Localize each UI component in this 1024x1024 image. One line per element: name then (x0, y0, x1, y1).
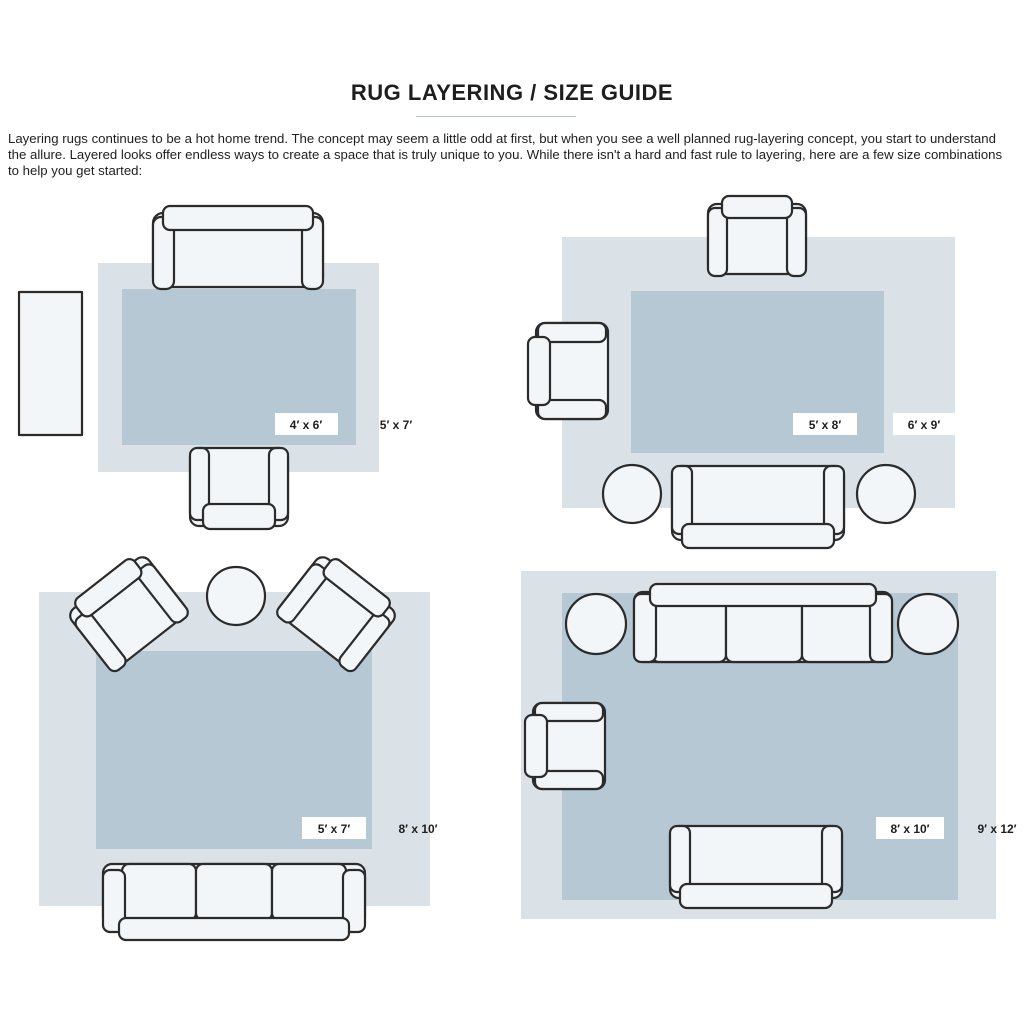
armchair (190, 448, 288, 529)
armchair-left (528, 323, 608, 419)
outer-size-label: 8′ x 10′ (398, 822, 438, 836)
layout-4 (521, 571, 1017, 919)
outer-size-label: 5′ x 7′ (379, 418, 413, 432)
side-table-right (857, 465, 915, 523)
side-table-left (603, 465, 661, 523)
side-table-right (898, 594, 958, 654)
side-table-left (566, 594, 626, 654)
intro-paragraph: Layering rugs continues to be a hot home trend. The concept may seem a little odd at first, but when you see a well planned rug-layering concept, you start to understand the allure. Layered looks offer endless ways to create a space that is truly unique to you. While there isn't a hard and fast rule to layering, here are a few size combinations to help you get started: (8, 131, 1003, 178)
layout-1 (19, 206, 412, 529)
sofa (634, 584, 892, 662)
inner-size-label: 8′ x 10′ (890, 822, 930, 836)
outer-size-label: 6′ x 9′ (907, 418, 941, 432)
inner-size-label: 5′ x 8′ (808, 418, 842, 432)
layout-2 (528, 196, 955, 548)
layout-3 (39, 549, 438, 940)
page-title: RUG LAYERING / SIZE GUIDE (350, 80, 674, 105)
inner-size-label: 4′ x 6′ (289, 418, 323, 432)
title-underline (416, 116, 576, 117)
side-table (207, 567, 265, 625)
loveseat (670, 826, 842, 908)
outer-size-label: 9′ x 12′ (977, 822, 1017, 836)
armchair-left (525, 703, 605, 789)
runner-rug (19, 292, 82, 435)
sofa (153, 206, 323, 289)
sofa (103, 864, 365, 940)
sofa (672, 466, 844, 548)
inner-size-label: 5′ x 7′ (317, 822, 351, 836)
armchair-top (708, 196, 806, 276)
